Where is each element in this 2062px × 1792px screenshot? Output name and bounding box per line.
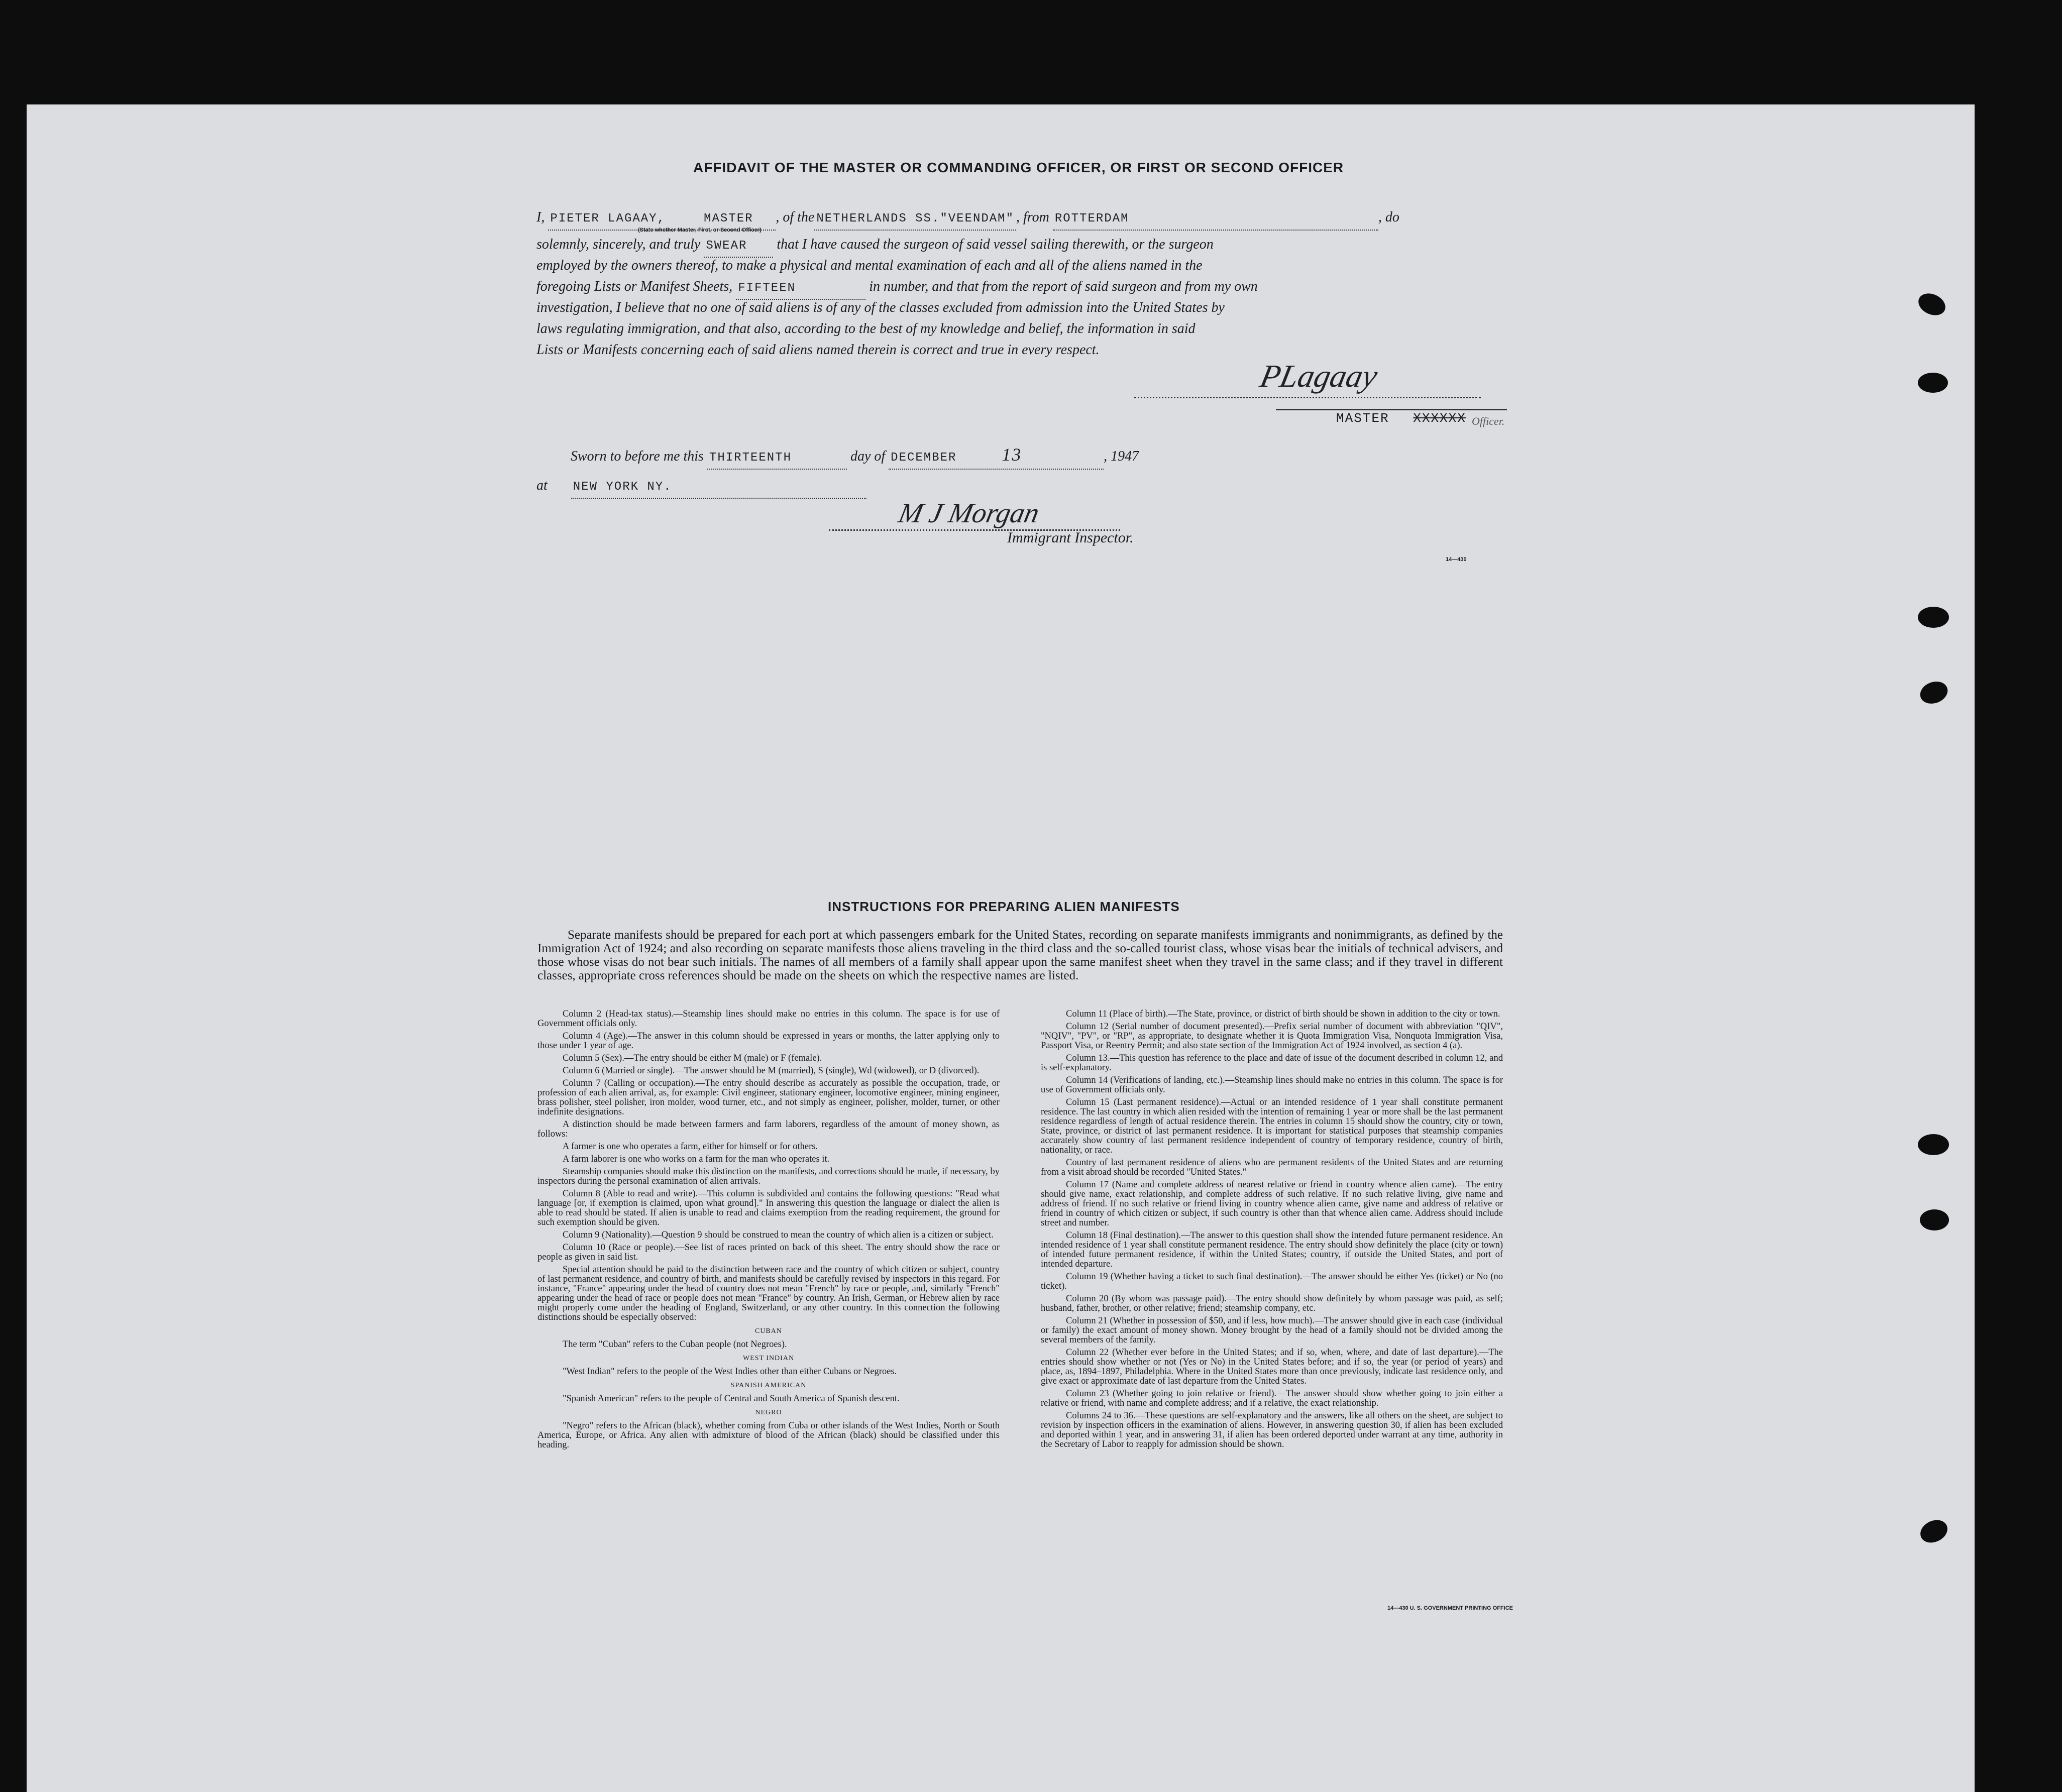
affidavit-line-5: investigation, I believe that no one of said aliens is of any of the classes excluded from admission into the United States by (536, 300, 1225, 315)
instructions-left-column (537, 1010, 1000, 1453)
subheading-negro: NEGRO (755, 1409, 782, 1416)
sworn-line (571, 444, 1540, 470)
port-field: ROTTERDAM (1053, 208, 1378, 231)
affidavit-line-7: Lists or Manifests concerning each of said aliens named therein is correct and true in every respect. (536, 342, 1100, 358)
text: Sworn to before me this (571, 449, 704, 464)
master-signature-line (1134, 397, 1481, 398)
instruction-paragraph: Column 17 (Name and complete address of nearest relative or friend in country whence alien came).—The entry should give name, exact relationship, and complete address of such relative. If no such relative living, give name and address of friend. If no such relative or friend living in country whence alien came, give name and address of relative or friend in country of which citizen or subject, if such country is other than that whence alien came. Address should include street and number. (1041, 1180, 1503, 1228)
subheading-spanish-american: SPANISH AMERICAN (730, 1382, 807, 1389)
at-place-field: NEW YORK NY. (571, 477, 866, 499)
instruction-paragraph: Column 15 (Last permanent residence).—Actual or an intended residence of 1 year shall constitute permanent residence. The last country in which alien resided with the intention of remaining 1 year or more shall be the last permanent residence regardless of length of actual residence therein. The entries in column 15 should show the country, city or town, State, province, or district of last permanent residence. It is important for statistical purposes that steamship companies accurately show country of last permanent residence independent of country of temporary residence, country of birth, nationality, or race. (1041, 1097, 1503, 1155)
instruction-paragraph: Column 14 (Verifications of landing, etc.).—Steamship lines should make no entries in this column. The space is for use of Government officials only. (1041, 1075, 1503, 1095)
instruction-paragraph: Column 6 (Married or single).—The answer should be M (married), S (single), Wd (widowed), or D (divorced). (563, 1066, 980, 1076)
master-label: MASTER (1336, 411, 1389, 426)
oath-field: SWEAR (704, 236, 773, 258)
affidavit-line-3: employed by the owners thereof, to make a physical and mental examination of each and all of the aliens named in the (536, 258, 1203, 273)
rank-field: MASTER (681, 208, 776, 231)
sworn-month: DECEMBER (891, 451, 957, 465)
handwritten-date: 13 (1002, 444, 1022, 465)
instruction-paragraph: Column 19 (Whether having a ticket to such final destination).—The answer should be either Yes (ticket) or No (no ticket). (1041, 1272, 1503, 1291)
text: , 19 (1104, 449, 1125, 464)
sworn-month-field (889, 444, 1104, 470)
rank-hint: (State whether Master, First, or Second Officer) (638, 227, 762, 233)
instruction-paragraph: Column 12 (Serial number of document presented).—Prefix serial number of document with abbreviation "QIV", "NQIV", "PV", or "RP", as appropriate, to designate whether it is Quota Immigration Visa, Nonquota Immigration Visa, Passport Visa, or Reentry Permit; and also state section of the Immigration Act of 1924 involved, as section 4 (a). (1041, 1022, 1503, 1051)
instruction-paragraph: Column 22 (Whether ever before in the United States; and if so, when, where, and date of last departure).—The entries should show whether or not (Yes or No) in the United States before; and if so, the year (or period of years) and place, as, 1894–1897, Philadelphia. Where in the United States more than once previously, indicate last residence only, and give exact or approximate date of last departure from the United States. (1041, 1348, 1503, 1386)
instructions-title: INSTRUCTIONS FOR PREPARING ALIEN MANIFESTS (828, 899, 1180, 914)
instructions-intro: Separate manifests should be prepared for each port at which passengers embark for the United States, recording on separate manifests immigrants and nonimmigrants, as defined by the Immigration Act of 1924; and also recording on separate manifests those aliens traveling in the third class and the so-called tourist class, whose visas bear the initials of technical advisers, and those whose visas do not bear such initials. The names of all members of a family shall appear upon the same manifest sheet when they travel in the same class; and if they travel in different classes, appropriate cross references should be made on the sheets on which the respective names are listed. (537, 928, 1503, 982)
affidavit-line-2 (536, 234, 1506, 258)
struck-text: XXXXXX (1413, 411, 1466, 426)
text: in number, and that from the report of said surgeon and from my own (869, 279, 1258, 294)
instruction-paragraph: Column 23 (Whether going to join relative or friend).—The answer should show whether going to join either a relative or friend, with name and complete address; and if a relative, the exact relationship. (1041, 1389, 1503, 1408)
inspector-signature: M J Morgan (896, 498, 1042, 529)
year-field: 47 (1125, 449, 1139, 464)
instruction-paragraph: Steamship companies should make this distinction on the manifests, and corrections should be made, if necessary, by inspectors during the personal examination of alien arrivals. (537, 1167, 1000, 1186)
instruction-paragraph: Column 8 (Able to read and write).—This column is subdivided and contains the following questions: "Read what language [or, if exemption is claimed, upon what ground]." In answering this question the language or dialect the alien is able to read should be stated. If alien is unable to read and claims exemption from the reading requirement, the ground for such exemption should be given. (537, 1189, 1000, 1227)
text: I, (536, 209, 545, 225)
instruction-paragraph: Column 18 (Final destination).—The answer to this question shall show the intended future permanent residence. An intended residence of 1 year shall constitute permanent residence. The entry should show definitely the place (city or town) of intended future permanent residence, if within the United States; country, if outside the United States, and port of intended departure. (1041, 1230, 1503, 1269)
master-underline (1276, 409, 1507, 410)
instruction-paragraph: Column 13.—This question has reference to the place and date of issue of the document described in column 12, and is self-explanatory. (1041, 1053, 1503, 1073)
instruction-paragraph: "Spanish American" refers to the people of Central and South America of Spanish descent. (563, 1394, 900, 1404)
affidavit-line-4 (536, 276, 1506, 300)
subheading-cuban: CUBAN (754, 1327, 782, 1335)
at-line (536, 475, 1506, 499)
subheading-west-indian: WEST INDIAN (742, 1355, 795, 1362)
form-number: 14—430 (1446, 556, 1467, 563)
instruction-paragraph: Country of last permanent residence of aliens who are permanent residents of the United States and are returning from a visit abroad should be recorded "United States." (1041, 1158, 1503, 1177)
text: , do (1378, 209, 1399, 225)
instruction-paragraph: Column 10 (Race or people).—See list of races printed on back of this sheet. The entry should show the race or people as given in said list. (537, 1243, 1000, 1262)
instruction-paragraph: Column 11 (Place of birth).—The State, province, or district of birth should be shown in addition to the city or town. (1066, 1009, 1500, 1019)
master-name-field: PIETER LAGAAY, (548, 208, 678, 231)
text: solemnly, sincerely, and truly (536, 237, 701, 252)
printer-note: 14—430 U. S. GOVERNMENT PRINTING OFFICE (1387, 1605, 1513, 1611)
text: day of (850, 449, 886, 464)
text: , of the (776, 209, 815, 225)
instruction-paragraph: A distinction should be made between farmers and farm laborers, regardless of the amount of money shown, as follows: (537, 1119, 1000, 1139)
text: at (536, 478, 548, 493)
text: foregoing Lists or Manifest Sheets, (536, 279, 733, 294)
master-signature: PLagaay (1257, 358, 1381, 394)
instruction-paragraph: Special attention should be paid to the distinction between race and the country of which citizen or subject, country of last permanent residence, and country of birth, and manifests should be carefully revised by inspectors in this regard. For instance, "France" appearing under the head of country does not mean "French" by race or people, and, similarly "French" appearing under the head of race or people does not mean "France" by country. An Irish, German, or Hebrew alien by race might properly come under the heading of England, Switzerland, or any other country. In this connection the following distinctions should be especially observed: (537, 1265, 1000, 1322)
instruction-paragraph: The term "Cuban" refers to the Cuban people (not Negroes). (563, 1339, 787, 1350)
instruction-paragraph: A farmer is one who operates a farm, either for himself or for others. (563, 1142, 818, 1152)
instruction-paragraph: Column 5 (Sex).—The entry should be either M (male) or F (female). (563, 1053, 822, 1063)
text: , from (1016, 209, 1049, 225)
sworn-day-field: THIRTEENTH (707, 447, 847, 470)
instructions-right-column (1041, 1010, 1503, 1452)
instruction-paragraph: "West Indian" refers to the people of the West Indies other than either Cubans or Negroes. (563, 1367, 897, 1377)
punch-hole (1918, 1134, 1949, 1155)
instruction-paragraph: Column 21 (Whether in possession of $50, and if less, how much).—The answer should give in each case (individual or family) the exact amount of money shown. Money brought by the head of a family should not be divided among the several members of the family. (1041, 1316, 1503, 1345)
instruction-paragraph: Columns 24 to 36.—These questions are self-explanatory and the answers, like all others on the sheet, are subject to revision by inspection officers in the examination of aliens. However, in answering question 30, if alien has been excluded and deported within 1 year, and in answering 31, if alien has been ordered deported under warrant at any time, authority in the Secretary of Labor to reapply for admission should be shown. (1041, 1411, 1503, 1449)
affidavit-title: AFFIDAVIT OF THE MASTER OR COMMANDING OFFICER, OR FIRST OR SECOND OFFICER (693, 160, 1344, 175)
text: that I have caused the surgeon of said vessel sailing therewith, or the surgeon (777, 237, 1214, 252)
punch-hole (1918, 607, 1949, 628)
punch-hole (1918, 373, 1948, 393)
instruction-paragraph: Column 2 (Head-tax status).—Steamship lines should make no entries in this column. The space is for use of Government officials only. (537, 1009, 1000, 1029)
affidavit-line-6: laws regulating immigration, and that also, according to the best of my knowledge and belief, the information in said (536, 321, 1196, 337)
master-label-block (1336, 411, 1466, 426)
inspector-label: Immigrant Inspector. (1007, 529, 1134, 546)
vessel-field: NETHERLANDS SS."VEENDAM" (814, 208, 1016, 231)
instruction-paragraph: Column 4 (Age).—The answer in this column should be expressed in years or months, the latter applying only to those under 1 year of age. (537, 1031, 1000, 1051)
punch-hole (1920, 1209, 1949, 1230)
instruction-paragraph: Column 9 (Nationality).—Question 9 should be construed to mean the country of which alien is a citizen or subject. (563, 1230, 994, 1240)
officer-suffix: Officer. (1472, 415, 1505, 427)
instruction-paragraph: "Negro" refers to the African (black), whether coming from Cuba or other islands of the West Indies, North or South America, Europe, or Africa. Any alien with admixture of blood of the African (black) should be classified under this heading. (537, 1421, 1000, 1450)
instruction-paragraph: Column 20 (By whom was passage paid).—The entry should show definitely by whom passage was paid, as self; husband, father, brother, or other relative; friend; steamship company, etc. (1041, 1294, 1503, 1313)
instruction-paragraph: Column 7 (Calling or occupation).—The entry should describe as accurately as possible the occupation, trade, or profession of each alien arrival, as, for example: Civil engineer, stationary engineer, locomotive engineer, mining engineer, brass polisher, steel polisher, iron molder, wood turner, etc., and not simply as engineer, polisher, molder, turner, or other indefinite designations. (537, 1078, 1000, 1117)
instruction-paragraph: A farm laborer is one who works on a farm for the man who operates it. (563, 1154, 830, 1164)
sheets-field: FIFTEEN (736, 278, 865, 300)
